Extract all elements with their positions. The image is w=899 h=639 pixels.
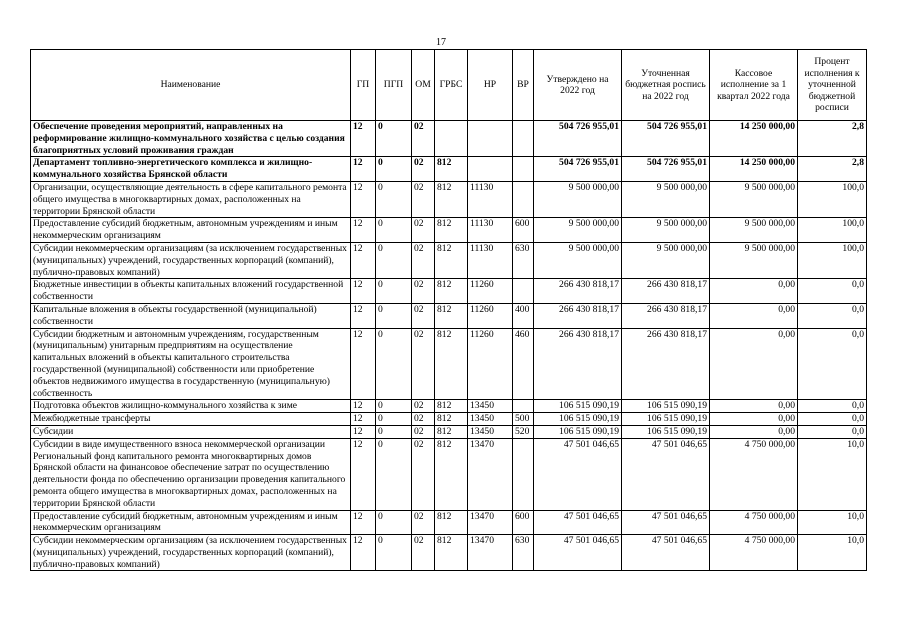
cell-percent: 0,0 — [798, 400, 867, 413]
cell-pgp: 0 — [376, 400, 412, 413]
cell-pgp: 0 — [376, 157, 412, 182]
budget-table — [30, 49, 867, 571]
cell-grbs: 812 — [435, 218, 468, 243]
cell-om: 02 — [412, 121, 435, 157]
cell-grbs: 812 — [435, 535, 468, 571]
table-row — [31, 438, 867, 510]
cell-grbs: 812 — [435, 303, 468, 328]
cell-grbs: 812 — [435, 413, 468, 426]
cell-approved: 106 515 090,19 — [534, 413, 622, 426]
cell-approved: 47 501 046,65 — [534, 438, 622, 510]
cell-cash: 0,00 — [710, 279, 798, 304]
cell-approved: 266 430 818,17 — [534, 328, 622, 400]
cell-name: Межбюджетные трансферты — [31, 413, 351, 426]
cell-np: 13470 — [468, 510, 513, 535]
table-row — [31, 279, 867, 304]
cell-percent: 10,0 — [798, 535, 867, 571]
cell-name: Субсидии — [31, 425, 351, 438]
cell-refined: 266 430 818,17 — [622, 328, 710, 400]
cell-grbs: 812 — [435, 438, 468, 510]
cell-percent: 0,0 — [798, 279, 867, 304]
cell-refined: 9 500 000,00 — [622, 181, 710, 217]
cell-cash: 0,00 — [710, 425, 798, 438]
table-row — [31, 303, 867, 328]
cell-approved: 9 500 000,00 — [534, 181, 622, 217]
cell-om: 02 — [412, 303, 435, 328]
cell-pgp: 0 — [376, 242, 412, 278]
cell-np: 13470 — [468, 438, 513, 510]
cell-vr — [513, 279, 534, 304]
cell-approved: 266 430 818,17 — [534, 303, 622, 328]
cell-grbs: 812 — [435, 328, 468, 400]
cell-name: Предоставление субсидий бюджетным, автономным учреждениям и иным некоммерческим организациям — [31, 510, 351, 535]
cell-name: Субсидии бюджетным и автономным учреждениям, государственным (муниципальным) унитарным предприятиям на осуществление капитальных вложений в объекты капитального строительства государственной (муниципальной) собственности или приобретение объектов недвижимого имущества в государственную (муниципальную) собственность — [31, 328, 351, 400]
cell-pgp: 0 — [376, 535, 412, 571]
table-body — [31, 121, 867, 571]
cell-gp: 12 — [351, 328, 376, 400]
cell-cash: 0,00 — [710, 413, 798, 426]
cell-refined: 504 726 955,01 — [622, 121, 710, 157]
cell-refined: 106 515 090,19 — [622, 400, 710, 413]
cell-grbs: 812 — [435, 400, 468, 413]
cell-gp: 12 — [351, 535, 376, 571]
cell-gp: 12 — [351, 425, 376, 438]
cell-np: 13450 — [468, 413, 513, 426]
cell-pgp: 0 — [376, 303, 412, 328]
cell-approved: 106 515 090,19 — [534, 425, 622, 438]
cell-om: 02 — [412, 157, 435, 182]
cell-name: Обеспечение проведения мероприятий, направленных на реформирование жилищно-коммунального хозяйства с целью создания благоприятных условий проживания граждан — [31, 121, 351, 157]
cell-cash: 4 750 000,00 — [710, 510, 798, 535]
cell-name: Предоставление субсидий бюджетным, автономным учреждениям и иным некоммерческим организациям — [31, 218, 351, 243]
cell-om: 02 — [412, 181, 435, 217]
cell-cash: 4 750 000,00 — [710, 535, 798, 571]
cell-gp: 12 — [351, 242, 376, 278]
header-refined: Уточненная бюджетная роспись на 2022 год — [622, 50, 710, 121]
cell-refined: 504 726 955,01 — [622, 157, 710, 182]
cell-name: Организации, осуществляющие деятельность в сфере капитального ремонта общего имущества в многоквартирных домах, расположенных на территории Брянской области — [31, 181, 351, 217]
cell-om: 02 — [412, 425, 435, 438]
header-approved: Утверждено на 2022 год — [534, 50, 622, 121]
cell-vr: 600 — [513, 218, 534, 243]
cell-om: 02 — [412, 400, 435, 413]
table-row — [31, 157, 867, 182]
cell-pgp: 0 — [376, 218, 412, 243]
cell-grbs: 812 — [435, 181, 468, 217]
cell-approved: 504 726 955,01 — [534, 157, 622, 182]
cell-pgp: 0 — [376, 121, 412, 157]
cell-gp: 12 — [351, 181, 376, 217]
cell-gp: 12 — [351, 279, 376, 304]
cell-grbs: 812 — [435, 510, 468, 535]
table-row — [31, 242, 867, 278]
cell-np: 11130 — [468, 218, 513, 243]
cell-grbs: 812 — [435, 242, 468, 278]
cell-cash: 0,00 — [710, 400, 798, 413]
cell-percent: 0,0 — [798, 413, 867, 426]
cell-np: 11260 — [468, 303, 513, 328]
cell-pgp: 0 — [376, 438, 412, 510]
cell-np: 11130 — [468, 242, 513, 278]
cell-vr: 600 — [513, 510, 534, 535]
cell-np — [468, 157, 513, 182]
cell-om: 02 — [412, 218, 435, 243]
header-cash: Кассовое исполнение за 1 квартал 2022 года — [710, 50, 798, 121]
header-pgp: ПГП — [376, 50, 412, 121]
cell-gp: 12 — [351, 303, 376, 328]
cell-gp: 12 — [351, 413, 376, 426]
cell-pgp: 0 — [376, 328, 412, 400]
cell-approved: 47 501 046,65 — [534, 510, 622, 535]
cell-name: Департамент топливно-энергетического комплекса и жилищно-коммунального хозяйства Брянской области — [31, 157, 351, 182]
cell-cash: 14 250 000,00 — [710, 157, 798, 182]
cell-refined: 106 515 090,19 — [622, 413, 710, 426]
cell-om: 02 — [412, 535, 435, 571]
cell-cash: 0,00 — [710, 328, 798, 400]
cell-percent: 10,0 — [798, 438, 867, 510]
header-om: ОМ — [412, 50, 435, 121]
cell-percent: 0,0 — [798, 425, 867, 438]
table-row — [31, 400, 867, 413]
cell-name: Субсидии некоммерческим организациям (за исключением государственных (муниципальных) учреждений, государственных корпораций (компаний), публично-правовых компаний) — [31, 535, 351, 571]
cell-om: 02 — [412, 242, 435, 278]
cell-vr — [513, 121, 534, 157]
cell-vr: 460 — [513, 328, 534, 400]
cell-grbs — [435, 121, 468, 157]
cell-approved: 9 500 000,00 — [534, 218, 622, 243]
cell-vr: 630 — [513, 535, 534, 571]
cell-name: Подготовка объектов жилищно-коммунального хозяйства к зиме — [31, 400, 351, 413]
cell-percent: 100,0 — [798, 218, 867, 243]
cell-refined: 9 500 000,00 — [622, 242, 710, 278]
cell-percent: 2,8 — [798, 121, 867, 157]
cell-gp: 12 — [351, 157, 376, 182]
cell-np: 11260 — [468, 328, 513, 400]
cell-vr: 400 — [513, 303, 534, 328]
cell-om: 02 — [412, 279, 435, 304]
cell-gp: 12 — [351, 218, 376, 243]
cell-refined: 47 501 046,65 — [622, 535, 710, 571]
cell-name: Капитальные вложения в объекты государственной (муниципальной) собственности — [31, 303, 351, 328]
cell-percent: 0,0 — [798, 328, 867, 400]
table-row — [31, 121, 867, 157]
cell-refined: 106 515 090,19 — [622, 425, 710, 438]
table-row — [31, 535, 867, 571]
table-row — [31, 181, 867, 217]
cell-np: 13470 — [468, 535, 513, 571]
header-vr: ВР — [513, 50, 534, 121]
cell-approved: 504 726 955,01 — [534, 121, 622, 157]
cell-approved: 9 500 000,00 — [534, 242, 622, 278]
cell-vr — [513, 181, 534, 217]
cell-gp: 12 — [351, 510, 376, 535]
header-grbs: ГРБС — [435, 50, 468, 121]
header-gp: ГП — [351, 50, 376, 121]
cell-gp: 12 — [351, 438, 376, 510]
cell-percent: 10,0 — [798, 510, 867, 535]
cell-percent: 2,8 — [798, 157, 867, 182]
cell-approved: 106 515 090,19 — [534, 400, 622, 413]
cell-vr: 500 — [513, 413, 534, 426]
cell-refined: 47 501 046,65 — [622, 438, 710, 510]
cell-approved: 266 430 818,17 — [534, 279, 622, 304]
cell-refined: 266 430 818,17 — [622, 279, 710, 304]
cell-pgp: 0 — [376, 181, 412, 217]
cell-np — [468, 121, 513, 157]
cell-om: 02 — [412, 510, 435, 535]
table-row — [31, 328, 867, 400]
cell-vr: 630 — [513, 242, 534, 278]
cell-cash: 9 500 000,00 — [710, 218, 798, 243]
cell-np: 13450 — [468, 425, 513, 438]
cell-cash: 4 750 000,00 — [710, 438, 798, 510]
cell-cash: 9 500 000,00 — [710, 181, 798, 217]
header-np: НР — [468, 50, 513, 121]
cell-grbs: 812 — [435, 425, 468, 438]
cell-cash: 9 500 000,00 — [710, 242, 798, 278]
cell-refined: 9 500 000,00 — [622, 218, 710, 243]
cell-om: 02 — [412, 413, 435, 426]
cell-refined: 266 430 818,17 — [622, 303, 710, 328]
table-row — [31, 413, 867, 426]
cell-vr — [513, 157, 534, 182]
header-row — [31, 50, 867, 121]
cell-np: 11130 — [468, 181, 513, 217]
cell-name: Бюджетные инвестиции в объекты капитальных вложений государственной собственности — [31, 279, 351, 304]
cell-np: 13450 — [468, 400, 513, 413]
table-row — [31, 510, 867, 535]
table-row — [31, 218, 867, 243]
cell-grbs: 812 — [435, 157, 468, 182]
cell-pgp: 0 — [376, 425, 412, 438]
cell-vr: 520 — [513, 425, 534, 438]
header-name: Наименование — [31, 50, 351, 121]
cell-name: Субсидии некоммерческим организациям (за исключением государственных (муниципальных) учреждений, государственных корпораций (компаний), публично-правовых компаний) — [31, 242, 351, 278]
cell-name: Субсидии в виде имущественного взноса некоммерческой организации Региональный фонд капитального ремонта многоквартирных домов Брянской области на финансовое обеспечение затрат по осуществлению деятельности фонда по обеспечению организации проведения капитального ремонта общего имущества в многоквартирных домах, расположенных на территории Брянской области — [31, 438, 351, 510]
cell-approved: 47 501 046,65 — [534, 535, 622, 571]
cell-cash: 14 250 000,00 — [710, 121, 798, 157]
page-number: 17 — [436, 37, 446, 48]
cell-np: 11260 — [468, 279, 513, 304]
cell-percent: 0,0 — [798, 303, 867, 328]
cell-pgp: 0 — [376, 413, 412, 426]
table-row — [31, 425, 867, 438]
cell-refined: 47 501 046,65 — [622, 510, 710, 535]
cell-cash: 0,00 — [710, 303, 798, 328]
cell-grbs: 812 — [435, 279, 468, 304]
header-percent: Процент исполнения к уточненной бюджетной росписи — [798, 50, 867, 121]
cell-gp: 12 — [351, 400, 376, 413]
cell-om: 02 — [412, 438, 435, 510]
cell-percent: 100,0 — [798, 242, 867, 278]
cell-percent: 100,0 — [798, 181, 867, 217]
cell-gp: 12 — [351, 121, 376, 157]
cell-vr — [513, 400, 534, 413]
cell-vr — [513, 438, 534, 510]
cell-pgp: 0 — [376, 279, 412, 304]
cell-om: 02 — [412, 328, 435, 400]
cell-pgp: 0 — [376, 510, 412, 535]
